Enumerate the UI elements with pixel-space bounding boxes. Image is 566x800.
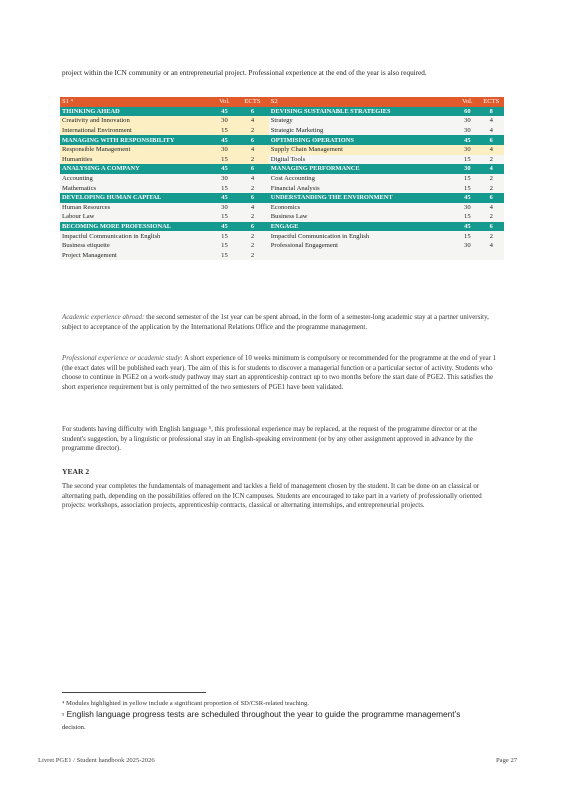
- volume-s2: [456, 251, 478, 261]
- course-name-s2: Professional Engagement: [269, 241, 456, 251]
- group-name-s1: THINKING AHEAD: [60, 107, 213, 117]
- table-row: [60, 251, 504, 261]
- volume-s1: 30: [213, 145, 236, 155]
- ects-s1: 4: [236, 203, 269, 213]
- ects-s2: 2: [479, 183, 504, 193]
- ects-s2: 4: [479, 145, 504, 155]
- volume-s2: 45: [456, 135, 478, 145]
- course-name-s1: Responsible Management: [60, 145, 213, 155]
- group-name-s1: DEVELOPING HUMAN CAPITAL: [60, 193, 213, 203]
- course-name-s2: Supply Chain Management: [269, 145, 456, 155]
- ects-s2: 4: [479, 164, 504, 174]
- volume-s2: 30: [456, 203, 478, 213]
- table-row: [60, 155, 504, 165]
- group-name-s2: ENGAGE: [269, 222, 456, 232]
- ects-s1: 2: [236, 155, 269, 165]
- group-name-s2: OPTIMISING OPERATIONS: [269, 135, 456, 145]
- group-name-s1: MANAGING WITH RESPONSIBILITY: [60, 135, 213, 145]
- volume-s1: 30: [213, 203, 236, 213]
- group-name-s2: DEVISING SUSTAINABLE STRATEGIES: [269, 107, 456, 117]
- module-group-row: [60, 222, 504, 232]
- academic-abroad-paragraph: [62, 313, 502, 332]
- volume-s2: 30: [456, 164, 478, 174]
- volume-s2: 15: [456, 183, 478, 193]
- ects-s1: 6: [236, 135, 269, 145]
- ects-s1: 2: [236, 183, 269, 193]
- semester-1-header: S1 ⁴: [60, 97, 213, 107]
- volume-s2: 30: [456, 145, 478, 155]
- course-name-s1: Labour Law: [60, 212, 213, 222]
- course-name-s1: Project Management: [60, 251, 213, 261]
- course-name-s2: Business Law: [269, 212, 456, 222]
- course-name-s1: Creativity and Innovation: [60, 116, 213, 126]
- group-name-s2: MANAGING PERFORMANCE: [269, 164, 456, 174]
- table-row: [60, 174, 504, 184]
- course-name-s2: Strategic Marketing: [269, 126, 456, 136]
- volume-s1: 30: [213, 116, 236, 126]
- volume-s1: 45: [213, 222, 236, 232]
- volume-s1: 15: [213, 155, 236, 165]
- volume-s1: 45: [213, 135, 236, 145]
- english-difficulty-paragraph: For students having difficulty with English language ⁵, this professional experience may be replaced, at the request of the programme director or at the student's suggestion, by a linguistic or professional stay in an English-speaking environment (or by any other assignment approved in advance by the programme director).: [62, 426, 478, 453]
- volume-s1: 15: [213, 241, 236, 251]
- ects-s2: 8: [479, 107, 504, 117]
- volume-s2: 15: [456, 174, 478, 184]
- group-name-s1: ANALYSING A COMPANY: [60, 164, 213, 174]
- group-name-s1: BECOMING MORE PROFESSIONAL: [60, 222, 213, 232]
- professional-experience-paragraph: [62, 354, 502, 392]
- volume-s1: 15: [213, 126, 236, 136]
- ects-s2: 4: [479, 126, 504, 136]
- footnote-5-tail: decision.: [62, 724, 86, 731]
- professional-experience-text: A short experience of 10 weeks minimum is compulsory or recommended for the programme at the end of year 1 (the exact dates will be published each year). The aim of this is for students to discover a managerial function or a particular sector of activity. Students who choose to continue in PGE2 on a work-study pathway may start an apprenticeship contract up to two months before the start date of PGE2. This satisfies the short experience requirement but is only permitted of the two semesters of PGE1 have been validated.: [62, 355, 497, 391]
- ects-s1: 6: [236, 193, 269, 203]
- ects-s1: 2: [236, 231, 269, 241]
- volume-s1: 45: [213, 107, 236, 117]
- table-row: [60, 212, 504, 222]
- ects-s1: 2: [236, 212, 269, 222]
- ects-s2: 2: [479, 155, 504, 165]
- table-row: [60, 241, 504, 251]
- module-group-row: [60, 107, 504, 117]
- footnote-4: ⁴ Modules highlighted in yellow include a significant proportion of SD/CSR-related teaching.: [62, 700, 309, 707]
- volume-header: Vol.: [213, 97, 236, 107]
- intro-paragraph: project within the ICN community or an entrepreneurial project. Professional experience at the end of the year is also required.: [62, 69, 427, 77]
- ects-s2: 6: [479, 135, 504, 145]
- ects-header: ECTS: [236, 97, 269, 107]
- academic-abroad-text: the second semester of the 1st year can be spent abroad, in the form of a semester-long academic stay at a partner university, subject to acceptance of the application by the International Relations Office and the programme management.: [62, 314, 489, 331]
- page-number: Page 27: [496, 757, 518, 764]
- volume-header: Vol.: [456, 97, 478, 107]
- ects-s1: 6: [236, 164, 269, 174]
- ects-s2: 4: [479, 203, 504, 213]
- course-name-s1: Business etiquette: [60, 241, 213, 251]
- volume-s2: 15: [456, 212, 478, 222]
- volume-s1: 15: [213, 251, 236, 261]
- volume-s2: 30: [456, 241, 478, 251]
- ects-s1: 2: [236, 241, 269, 251]
- ects-s2: 2: [479, 174, 504, 184]
- ects-s1: 2: [236, 126, 269, 136]
- course-name-s1: Humanities: [60, 155, 213, 165]
- table-row: [60, 116, 504, 126]
- course-name-s2: Economics: [269, 203, 456, 213]
- volume-s2: 15: [456, 155, 478, 165]
- ects-s2: 4: [479, 241, 504, 251]
- volume-s2: 45: [456, 222, 478, 232]
- professional-experience-lead: Professional experience or academic study:: [62, 355, 183, 362]
- ects-header: ECTS: [479, 97, 504, 107]
- ects-s1: 4: [236, 145, 269, 155]
- footnote-5-text: English language progress tests are scheduled throughout the year to guide the programme management’s: [64, 709, 461, 719]
- course-name-s1: Accounting: [60, 174, 213, 184]
- volume-s2: 30: [456, 116, 478, 126]
- table-row: [60, 203, 504, 213]
- course-name-s2: Strategy: [269, 116, 456, 126]
- ects-s2: 4: [479, 116, 504, 126]
- footnote-5: [62, 709, 502, 733]
- course-name-s1: Mathematics: [60, 183, 213, 193]
- course-name-s2: Financial Analysis: [269, 183, 456, 193]
- course-name-s1: Human Resources: [60, 203, 213, 213]
- academic-abroad-lead: Academic experience abroad:: [62, 314, 145, 321]
- volume-s2: 60: [456, 107, 478, 117]
- ects-s1: 6: [236, 222, 269, 232]
- course-name-s2: Impactful Communication in English: [269, 231, 456, 241]
- table-row: [60, 126, 504, 136]
- course-name-s1: International Environment: [60, 126, 213, 136]
- volume-s1: 45: [213, 193, 236, 203]
- volume-s1: 15: [213, 231, 236, 241]
- year-2-heading: YEAR 2: [62, 467, 90, 476]
- semester-2-header: S2: [269, 97, 456, 107]
- ects-s2: [479, 251, 504, 261]
- ects-s1: 6: [236, 107, 269, 117]
- course-name-s2: Cost Accounting: [269, 174, 456, 184]
- group-name-s2: UNDERSTANDING THE ENVIRONMENT: [269, 193, 456, 203]
- volume-s1: 15: [213, 183, 236, 193]
- course-name-s2: Digital Tools: [269, 155, 456, 165]
- ects-s1: 2: [236, 251, 269, 261]
- volume-s2: 45: [456, 193, 478, 203]
- curriculum-table: [60, 97, 504, 260]
- module-group-row: [60, 164, 504, 174]
- course-name-s2: [269, 251, 456, 261]
- module-group-row: [60, 193, 504, 203]
- module-group-row: [60, 135, 504, 145]
- volume-s1: 45: [213, 164, 236, 174]
- table-row: [60, 231, 504, 241]
- ects-s2: 6: [479, 193, 504, 203]
- volume-s1: 30: [213, 174, 236, 184]
- ects-s1: 4: [236, 174, 269, 184]
- table-header-row: [60, 97, 504, 107]
- year-2-paragraph: The second year completes the fundamentals of management and tackles a field of management chosen by the student. It can be done on an classical or alternating path, depending on the possibilities offered on the ICN campuses. Students are encouraged to take part in a variety of professionally oriented projects: workshops, association projects, apprenticeship contracts, classical or alternating internships, and entrepreneurial projects.: [62, 483, 482, 510]
- volume-s2: 15: [456, 231, 478, 241]
- footer-handbook-title: Livret PGE1 / Student handbook 2025-2026: [38, 757, 155, 764]
- ects-s1: 4: [236, 116, 269, 126]
- course-name-s1: Impactful Communication in English: [60, 231, 213, 241]
- volume-s2: 30: [456, 126, 478, 136]
- volume-s1: 15: [213, 212, 236, 222]
- ects-s2: 6: [479, 222, 504, 232]
- table-row: [60, 183, 504, 193]
- footnote-divider: [62, 692, 206, 693]
- table-row: [60, 145, 504, 155]
- ects-s2: 2: [479, 231, 504, 241]
- footnote-5-mark: ⁵: [62, 712, 65, 719]
- ects-s2: 2: [479, 212, 504, 222]
